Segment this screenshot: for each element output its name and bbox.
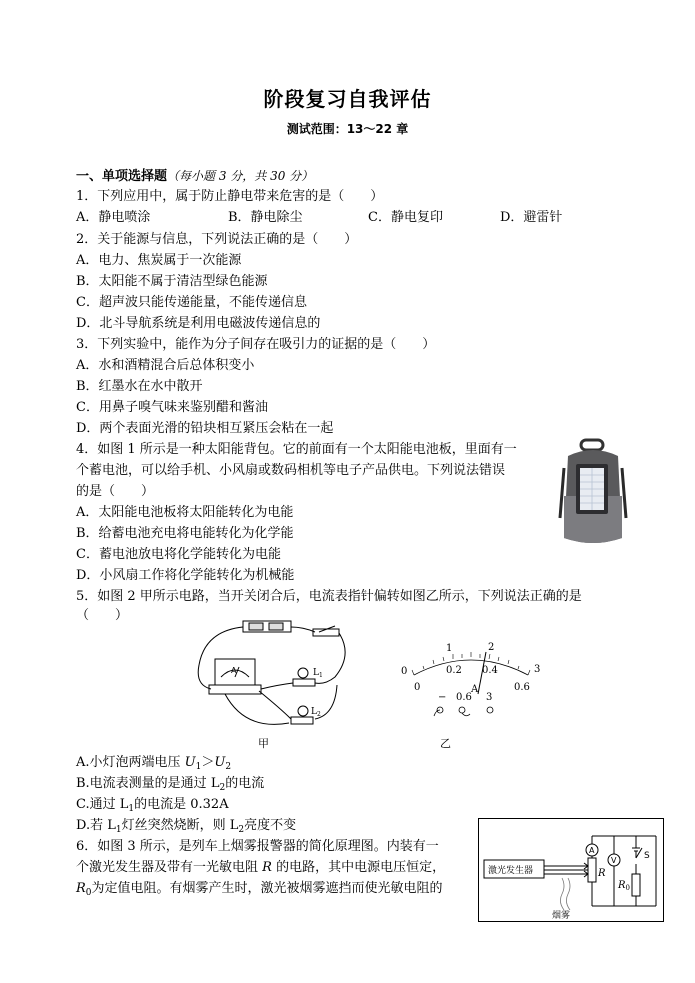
q2-option-c: C．超声波只能传递能量，不能传递信息	[76, 295, 307, 310]
q1-option-c: C．静电复印	[368, 210, 443, 225]
section-heading	[76, 167, 313, 186]
dial-terminal-3: 3	[486, 692, 493, 703]
dial-tick-bottom-0: 0	[414, 682, 421, 693]
q4-option-a: A．太阳能电池板将太阳能转化为电能	[76, 505, 294, 520]
dial-tick-mid-1: 0.4	[482, 665, 498, 676]
q4-stem-line1: 4．如图 1 所示是一种太阳能背包。它的前面有一个太阳能电池板，里面有一	[76, 442, 517, 457]
bulb-l1-label: $L_1$	[313, 668, 323, 679]
voltmeter-symbol: V	[611, 856, 617, 865]
q5-option-d: D.若 $L_1$灯丝突然烧断，则 $L_2$亮度不变	[76, 818, 297, 835]
q1-option-b: B．静电除尘	[228, 210, 303, 225]
page-title: 阶段复习自我评估	[263, 87, 432, 111]
q2-option-a: A．电力、焦炭属于一次能源	[76, 253, 242, 268]
q2-stem: 2．关于能源与信息，下列说法正确的是（ ）	[76, 232, 358, 247]
circuit-diagram-jia	[185, 615, 360, 737]
photoresistor-label: R	[598, 868, 606, 879]
fixed-resistor-label: $R_0$	[618, 880, 630, 892]
dial-unit: A	[471, 684, 479, 695]
q2-option-b: B．太阳能不属于清洁型绿色能源	[76, 274, 268, 289]
ammeter-symbol: A	[589, 846, 595, 855]
ammeter-label: A	[231, 666, 237, 675]
dial-tick-top-2: 2	[488, 642, 495, 653]
dial-terminal-06: 0.6	[456, 692, 472, 703]
q5-stem-line1: 5．如图 2 甲所示电路，当开关闭合后，电流表指针偏转如图乙所示，下列说法正确的是	[76, 589, 582, 604]
q3-option-c: C．用鼻子嗅气味来鉴别醋和酱油	[76, 400, 268, 415]
q2-option-d: D．北斗导航系统是利用电磁波传递信息的	[76, 316, 321, 331]
smoke-alarm-circuit	[478, 818, 664, 922]
q5-option-a: A.小灯泡两端电压 $U_1>U_2$	[76, 755, 232, 772]
test-range: 测试范围：13～22 章	[286, 122, 409, 136]
q1-stem: 1．下列应用中，属于防止静电带来危害的是（ ）	[76, 189, 384, 204]
q4-option-b: B．给蓄电池充电将电能转化为化学能	[76, 526, 294, 541]
section-label: 一、单项选择题	[76, 169, 168, 184]
figure-jia-caption: 甲	[258, 737, 269, 750]
dial-tick-bottom-1: 0.6	[514, 682, 530, 693]
q4-stem-line3: 的是（ ）	[76, 484, 155, 499]
q3-stem: 3．下列实验中，能作为分子间存在吸引力的证据的是（ ）	[76, 337, 436, 352]
dial-tick-top-3: 3	[534, 664, 541, 675]
q5-option-c: C.通过 $L_1$的电流是 0.32A	[76, 797, 229, 814]
q6-line2: 个激光发生器及带有一光敏电阻 R 的电路，其中电源电压恒定，	[76, 860, 446, 875]
q3-option-a: A．水和酒精混合后总体积变小	[76, 358, 255, 373]
switch-label: S	[644, 851, 650, 861]
q1-option-a: A．静电喷涂	[76, 210, 151, 225]
q3-option-d: D．两个表面光滑的铅块相互紧压会粘在一起	[76, 421, 334, 436]
bulb-l2-label: $L_2$	[311, 707, 321, 718]
q5-option-b: B.电流表测量的是通过 $L_2$的电流	[76, 776, 265, 793]
figure-yi-caption: 乙	[440, 737, 451, 750]
smoke-label: 烟雾	[552, 911, 571, 921]
section-note: （每小题 3 分，共 30 分）	[167, 169, 314, 183]
laser-label: 激光发生器	[488, 866, 534, 876]
q4-stem-line2: 个蓄电池，可以给手机、小风扇或数码相机等电子产品供电。下列说法错误	[76, 463, 506, 478]
dial-terminal-neg: −	[438, 692, 447, 703]
q5-stem-line2: （ ）	[76, 608, 129, 623]
q4-option-c: C．蓄电池放电将化学能转化为电能	[76, 547, 281, 562]
solar-backpack-image	[558, 438, 628, 550]
q4-option-d: D．小风扇工作将化学能转化为机械能	[76, 568, 295, 583]
q3-option-b: B．红墨水在水中散开	[76, 379, 203, 394]
q6-line3: $R_0$为定值电阻。有烟雾产生时，激光被烟雾遮挡而使光敏电阻的	[76, 881, 443, 898]
dial-tick-top-0: 0	[401, 666, 408, 677]
dial-tick-top-1: 1	[446, 643, 453, 654]
ammeter-dial-yi	[396, 640, 546, 722]
q1-option-d: D．避雷针	[500, 210, 563, 225]
q6-line1: 6．如图 3 所示，是列车上烟雾报警器的简化原理图。内装有一	[76, 839, 439, 854]
dial-tick-mid-0: 0.2	[446, 665, 462, 676]
